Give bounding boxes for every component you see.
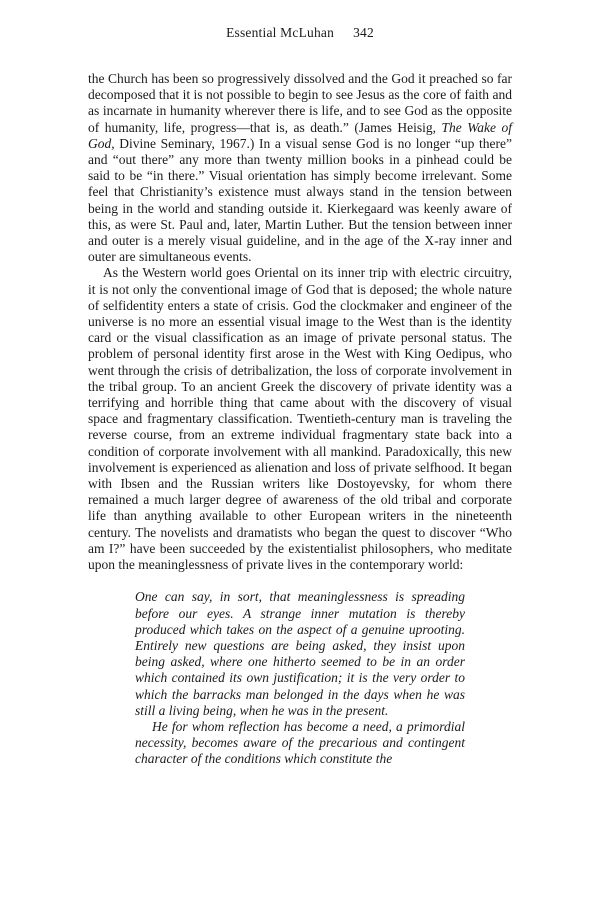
body-paragraph <box>88 265 512 573</box>
running-header <box>0 25 600 41</box>
italic-text-run: One can say, in sort, that meaninglessness is spreading before our eyes. A strange inner mutation is thereby produced which takes on the aspect of a genuine uprooting. Entirely new questions are being asked, they insist upon being asked, where one hitherto seemed to be in an order which contained its own justification; it is the very order to which the barracks man belonged in the days when he was still a living being, when he was in the present. <box>135 589 465 718</box>
text-block <box>88 71 512 768</box>
italic-text-run: The Wake of God, <box>88 119 513 151</box>
quote-paragraph <box>135 719 465 768</box>
page-number: 342 <box>353 25 374 40</box>
text-run: As the Western world goes Oriental on its inner trip with electric circuitry, it is not only the conventional image of God that is deposed; the whole nature of selfidentity enters a state of crisis. God the clockmaker and engineer of the universe is no more an essential visual image to the West than is the identity card or the visual classification as an image of private personal status. The problem of personal identity first arose in the West with King Oedipus, who went through the crisis of detribalization, the loss of corporate involvement in the tribal group. To an ancient Greek the discovery of private identity was a terrifying and horrible thing that came about with the discovery of visual space and fragmentary classification. Twentieth-century man is traveling the reverse course, from an extreme individual fragmentary state back into a condition of corporate involvement with all mankind. Paradoxically, this new involvement is experienced as alienation and loss of private selfhood. It began with Ibsen and the Russian writers like Dostoyevsky, for whom there remained a much larger degree of awareness of the old tribal and corporate life than anything available to other European writers in the nineteenth century. The novelists and dramatists who began the quest to discover “Who am I?” have been succeeded by the existentialist philosophers, who meditate upon the meaninglessness of private lives in the contemporary world: <box>88 265 512 573</box>
text-run: Divine Seminary, 1967.) In a visual sense God is no longer “up there” and “out there” any more than twenty million books in a pinhead could be said to be “in there.” Visual orientation has simply become irrelevant. Some feel that Christianity’s existence must always stand in the tension between being in the world and standing outside it. Kierkegaard was keenly aware of this, as were St. Paul and, later, Martin Luther. But the tension between inner and outer is a merely visual guideline, and in the age of the X-ray inner and outer are simultaneous events. <box>88 135 512 265</box>
italic-text-run: He for whom reflection has become a need, a primordial necessity, becomes aware of the precarious and contingent character of the conditions which constitute the <box>135 718 465 767</box>
body-paragraph <box>88 71 512 265</box>
text-run: the Church has been so progressively dissolved and the God it preached so far decomposed that it is not possible to begin to see Jesus as the core of faith and as incarnate in humanity wherever there is life, and to see God as the opposite of humanity, life, progress—that is, as death.” (James Heisig, <box>88 71 512 135</box>
running-header-title: Essential McLuhan <box>226 25 335 40</box>
quote-paragraph <box>135 589 465 719</box>
